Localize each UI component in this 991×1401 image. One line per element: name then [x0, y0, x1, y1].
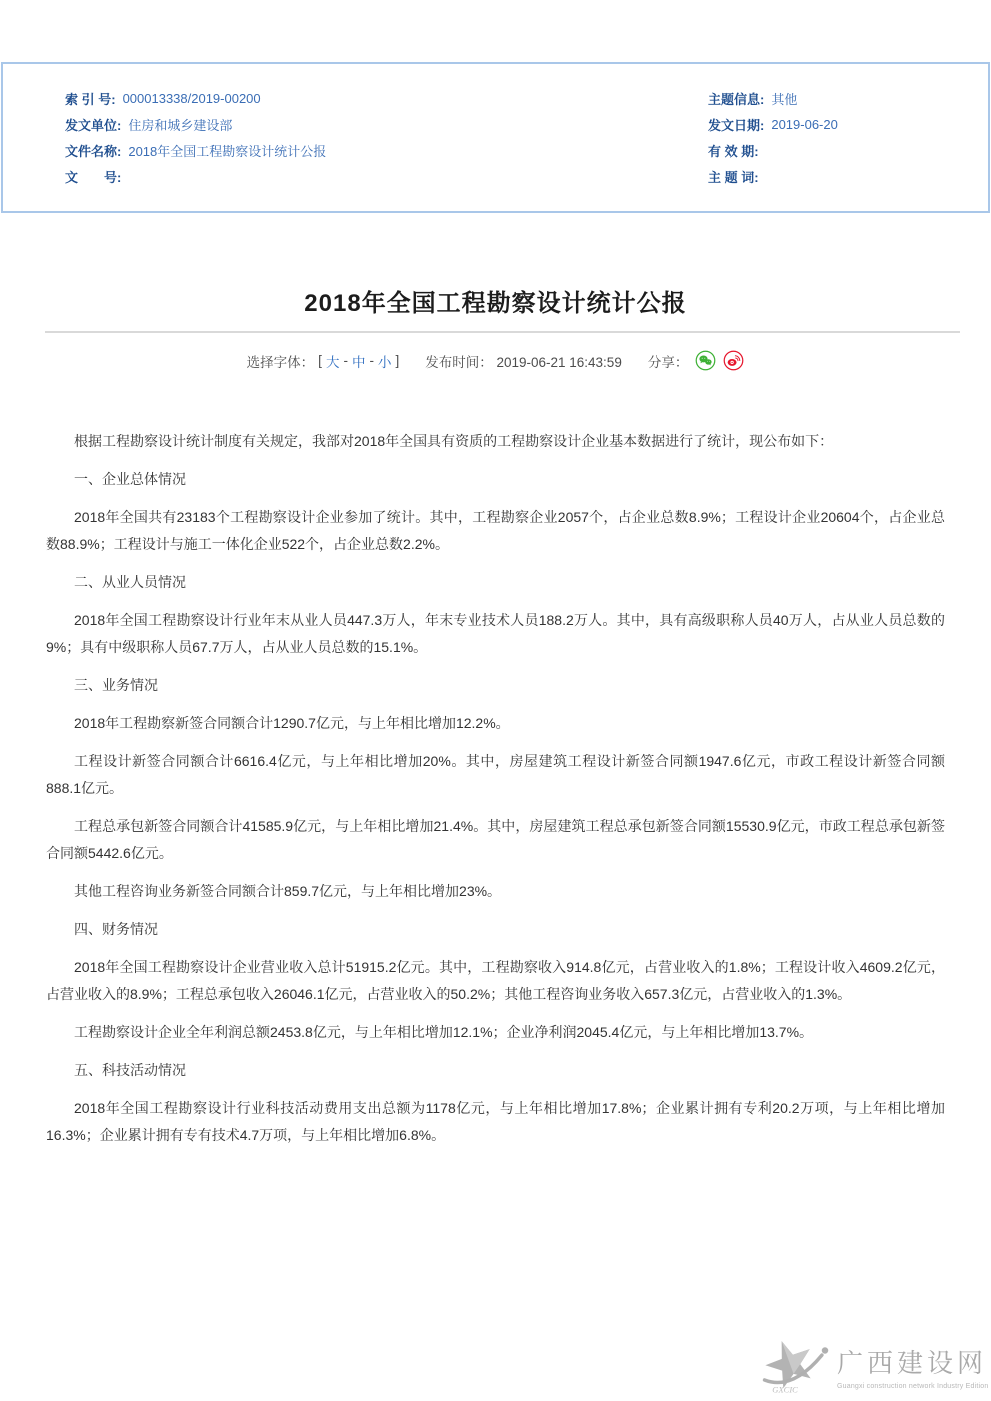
- body-paragraph: 2018年全国共有23183个工程勘察设计企业参加了统计。其中，工程勘察企业2057个，占企业总数8.9%；工程设计企业20604个，占企业总数88.9%；工程设计与施工一体化企业522个，占企业总数2.2%。: [46, 509, 945, 552]
- section-heading: 五、科技活动情况: [74, 1062, 186, 1078]
- info-row-issue-date: [708, 111, 988, 137]
- star-swoosh-logo-icon: [753, 1335, 835, 1397]
- validity-period-label: 有 效 期:: [708, 143, 759, 159]
- body-paragraph: 2018年全国工程勘察设计行业年末从业人员447.3万人，年末专业技术人员188.2万人。其中，具有高级职称人员40万人，占从业人员总数的9%；具有中级职称人员67.7万人，占从业人员总数的15.1%。: [46, 612, 945, 655]
- document-info-box: [1, 62, 990, 213]
- body-paragraph: 工程勘察设计企业全年利润总额2453.8亿元，与上年相比增加12.1%；企业净利润2045.4亿元，与上年相比增加13.7%。: [74, 1024, 814, 1040]
- info-box-right-column: [708, 64, 988, 211]
- body-paragraph: 2018年工程勘察新签合同额合计1290.7亿元，与上年相比增加12.2%。: [74, 715, 510, 731]
- topic-info-value: 其他: [771, 91, 798, 107]
- topic-info-label: 主题信息:: [708, 91, 765, 107]
- subject-words-label: 主 题 词:: [708, 169, 759, 185]
- index-number-value: 000013338/2019-00200: [122, 90, 261, 106]
- font-size-selector-label: 选择字体：: [246, 354, 315, 370]
- section-heading: 三、业务情况: [74, 677, 158, 693]
- info-row-document-name: [65, 137, 708, 163]
- body-paragraph: 根据工程勘察设计统计制度有关规定，我部对2018年全国具有资质的工程勘察设计企业基本数据进行了统计，现公布如下：: [74, 433, 834, 449]
- font-size-bracket-close: ]: [395, 353, 400, 368]
- info-row-document-number: [65, 163, 708, 189]
- issuing-unit-label: 发文单位:: [65, 117, 122, 133]
- font-size-medium-link[interactable]: 中: [351, 354, 366, 370]
- section-heading: 一、企业总体情况: [74, 471, 186, 487]
- title-divider: [45, 331, 960, 333]
- body-paragraph: 工程总承包新签合同额合计41585.9亿元，与上年相比增加21.4%。其中，房屋建筑工程总承包新签合同额15530.9亿元，市政工程总承包新签合同额5442.6亿元。: [46, 818, 945, 861]
- section-heading: 二、从业人员情况: [74, 574, 186, 590]
- article-meta-bar: [0, 350, 991, 371]
- document-name-label: 文件名称:: [65, 143, 122, 159]
- document-number-label: 文 号:: [65, 169, 122, 185]
- index-number-label: 索 引 号:: [65, 91, 116, 107]
- article-body: [46, 428, 945, 1160]
- issue-date-label: 发文日期:: [708, 117, 765, 133]
- info-row-topic-info: [708, 85, 988, 111]
- font-size-dash: -: [343, 353, 348, 368]
- info-row-validity-period: [708, 137, 988, 163]
- font-size-large-link[interactable]: 大: [325, 354, 340, 370]
- watermark-site-subtitle: Guangxi construction network Industry Edition: [837, 1382, 989, 1390]
- info-row-issuing-unit: [65, 111, 708, 137]
- font-size-bracket-open: [: [318, 353, 322, 368]
- share-bar: [648, 350, 745, 371]
- publish-time-label: 发布时间：: [425, 354, 493, 370]
- body-paragraph: 2018年全国工程勘察设计企业营业收入总计51915.2亿元。其中，工程勘察收入914.8亿元，占营业收入的1.8%；工程设计收入4609.2亿元，占营业收入的8.9%；工程总承包收入26046.1亿元，占营业收入的50.2%；其他工程咨询业务收入657.3亿元，占营业收入的1.3%。: [46, 959, 945, 1002]
- page-title: 2018年全国工程勘察设计统计公报: [304, 290, 687, 317]
- font-size-small-link[interactable]: 小: [377, 354, 392, 370]
- watermark-site-name: 广西建设网: [837, 1348, 988, 1378]
- info-row-subject-words: [708, 163, 988, 189]
- section-heading: 四、财务情况: [74, 921, 158, 937]
- body-paragraph: 2018年全国工程勘察设计行业科技活动费用支出总额为1178亿元，与上年相比增加17.8%；企业累计拥有专利20.2万项，与上年相比增加16.3%；企业累计拥有专有技术4.7万项，与上年相比增加6.8%。: [46, 1100, 945, 1143]
- wechat-share-icon[interactable]: [695, 350, 716, 371]
- share-label: 分享：: [647, 354, 689, 370]
- body-paragraph: 其他工程咨询业务新签合同额合计859.7亿元，与上年相比增加23%。: [74, 883, 502, 899]
- issuing-unit-value: 住房和城乡建设部: [128, 117, 233, 133]
- publish-time: [425, 351, 622, 371]
- body-paragraph: 工程设计新签合同额合计6616.4亿元，与上年相比增加20%。其中，房屋建筑工程设计新签合同额1947.6亿元，市政工程设计新签合同额888.1亿元。: [46, 753, 945, 796]
- info-row-index-number: [65, 85, 708, 111]
- publish-time-value: 2019-06-21 16:43:59: [496, 354, 622, 370]
- document-name-value: 2018年全国工程勘察设计统计公报: [128, 143, 327, 159]
- font-size-selector: [247, 351, 400, 371]
- font-size-dash: -: [369, 353, 374, 368]
- site-watermark: [753, 1335, 989, 1397]
- issue-date-value: 2019-06-20: [771, 116, 838, 132]
- weibo-share-icon[interactable]: [723, 350, 744, 371]
- logo-caption-text: GXCIC: [772, 1384, 798, 1395]
- watermark-text: [837, 1343, 988, 1390]
- info-box-left-column: [65, 64, 708, 211]
